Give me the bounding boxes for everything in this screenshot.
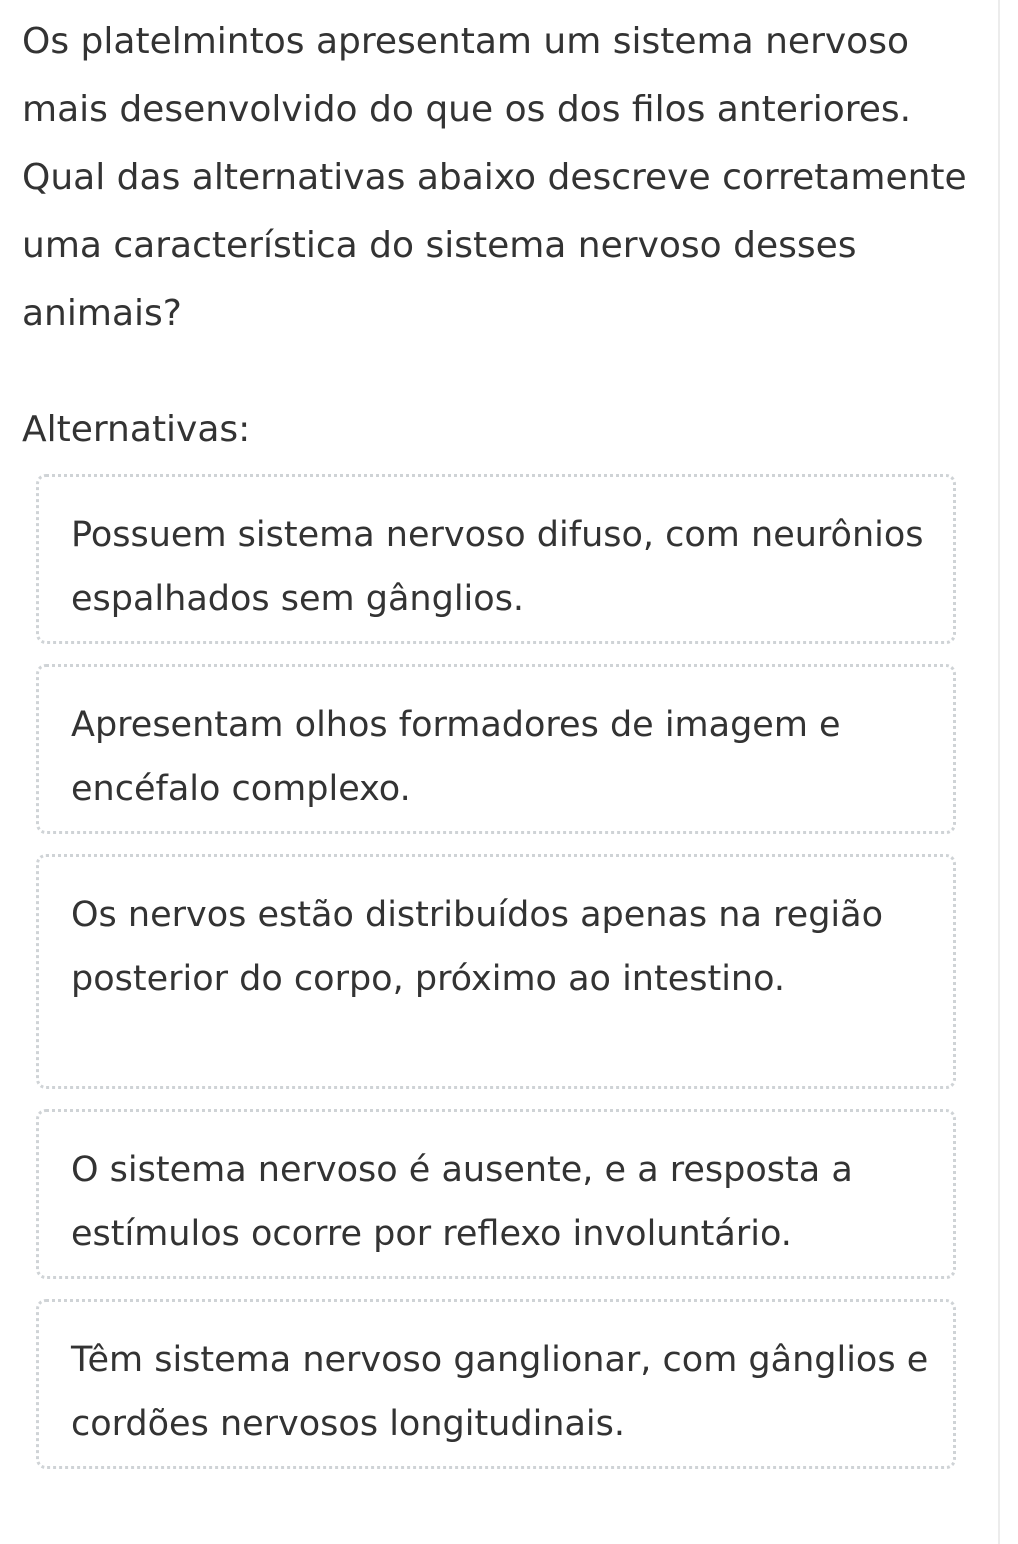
option-4[interactable]: O sistema nervoso é ausente, e a resposta a estímulos ocorre por reflexo involuntário. <box>36 1109 956 1279</box>
page-divider <box>998 0 1000 1544</box>
option-2[interactable]: Apresentam olhos formadores de imagem e encéfalo complexo. <box>36 664 956 834</box>
alternatives-label: Alternativas: <box>22 409 251 450</box>
question-text: Os platelmintos apresentam um sistema nervoso mais desenvolvido do que os dos filos anteriores. Qual das alternativas abaixo descreve corretamente uma característica do sistema nervoso desses animais? <box>22 21 967 334</box>
option-1[interactable]: Possuem sistema nervoso difuso, com neurônios espalhados sem gânglios. <box>36 474 956 644</box>
options-list <box>36 474 956 1489</box>
option-3[interactable]: Os nervos estão distribuídos apenas na região posterior do corpo, próximo ao intestino. <box>36 854 956 1089</box>
option-5[interactable]: Têm sistema nervoso ganglionar, com gânglios e cordões nervosos longitudinais. <box>36 1299 956 1469</box>
